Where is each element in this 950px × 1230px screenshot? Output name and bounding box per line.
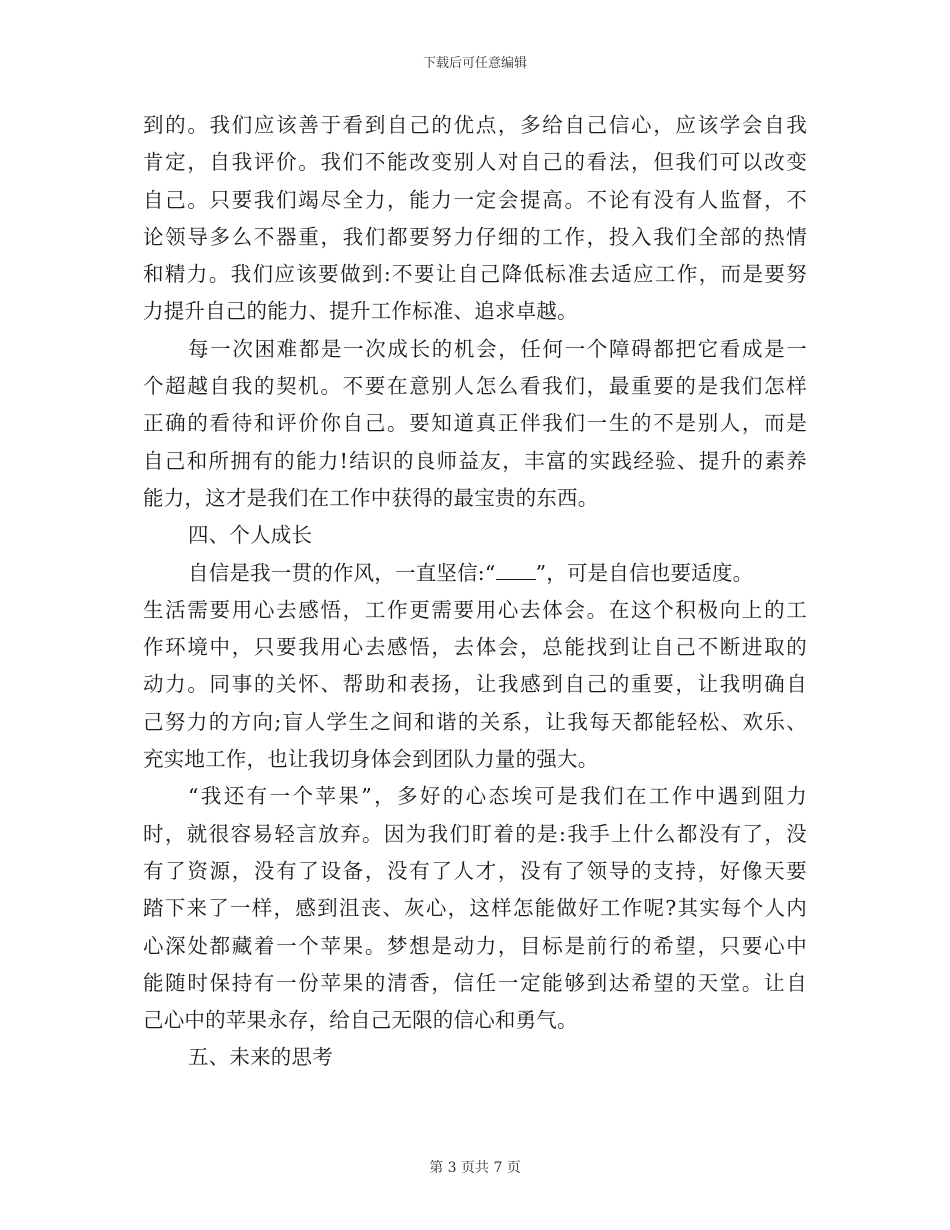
paragraph-line: 到的。我们应该善于看到自己的优点，多给自己信心，应该学会自我 (143, 113, 807, 137)
section-heading: 五、未来的思考 (188, 1045, 333, 1070)
paragraph-line: 每一次困难都是一次成长的机会，任何一个障碍都把它看成是一 (188, 336, 807, 361)
paragraph-line: 己心中的苹果永存，给自己无限的信心和勇气。 (143, 1008, 578, 1033)
paragraph-line: 自己和所拥有的能力!结识的良师益友，丰富的实践经验、提升的素养 (143, 448, 807, 473)
paragraph-line: 有了资源，没有了设备，没有了人才，没有了领导的支持，好像天要 (143, 858, 807, 883)
paragraph-line: 个超越自我的契机。不要在意别人怎么看我们，最重要的是我们怎样 (143, 374, 807, 399)
paragraph-line: 己努力的方向;盲人学生之间和谐的关系，让我每天都能轻松、欢乐、 (143, 709, 807, 734)
paragraph-line: 时，就很容易轻言放弃。因为我们盯着的是:我手上什么都没有了，没 (143, 821, 807, 846)
blank-underline (496, 561, 536, 580)
paragraph-line: “我还有一个苹果”，多好的心态埃可是我们在工作中遇到阻力 (188, 784, 807, 809)
paragraph-line: 自己。只要我们竭尽全力，能力一定会提高。不论有没有人监督，不 (143, 187, 807, 212)
page-header: 下载后可任意编辑 (422, 56, 527, 71)
paragraph-line: 生活需要用心去感悟，工作更需要用心去体会。在这个积极向上的工 (143, 597, 807, 622)
paragraph-line: 和精力。我们应该要做到:不要让自己降低标准去适应工作，而是要努 (143, 262, 807, 287)
quote-tail: ”，可是自信也要适度。 (535, 560, 754, 585)
paragraph-line: 作环境中，只要我用心去感悟，去体会，总能找到让自己不断进取的 (143, 635, 807, 660)
paragraph-line: 充实地工作，也让我切身体会到团队力量的强大。 (143, 747, 599, 772)
paragraph-line: 能随时保持有一份苹果的清香，信任一定能够到达希望的天堂。让自 (143, 970, 807, 995)
paragraph-line: 踏下来了一样，感到沮丧、灰心，这样怎能做好工作呢?其实每个人内 (143, 896, 807, 921)
section-heading: 四、个人成长 (188, 523, 313, 548)
paragraph-line: 力提升自己的能力、提升工作标准、追求卓越。 (143, 299, 578, 324)
paragraph-line (143, 555, 807, 592)
paragraph-line: 论领导多么不器重，我们都要努力仔细的工作，投入我们全部的热情 (143, 224, 807, 249)
document-body (143, 107, 807, 1077)
page-number: 第 3 页共 7 页 (429, 1160, 521, 1176)
paragraph-line: 正确的看待和评价你自己。要知道真正伴我们一生的不是别人，而是 (143, 411, 807, 436)
paragraph-line: 动力。同事的关怀、帮助和表扬，让我感到自己的重要，让我明确自 (143, 672, 807, 697)
quote-lead: 自信是我一贯的作风，一直坚信:“ (188, 560, 496, 585)
paragraph-line: 心深处都藏着一个苹果。梦想是动力，目标是前行的希望，只要心中 (143, 933, 807, 958)
paragraph-line: 肯定，自我评价。我们不能改变别人对自己的看法，但我们可以改变 (143, 150, 807, 175)
paragraph-line: 能力，这才是我们在工作中获得的最宝贵的东西。 (143, 485, 599, 510)
